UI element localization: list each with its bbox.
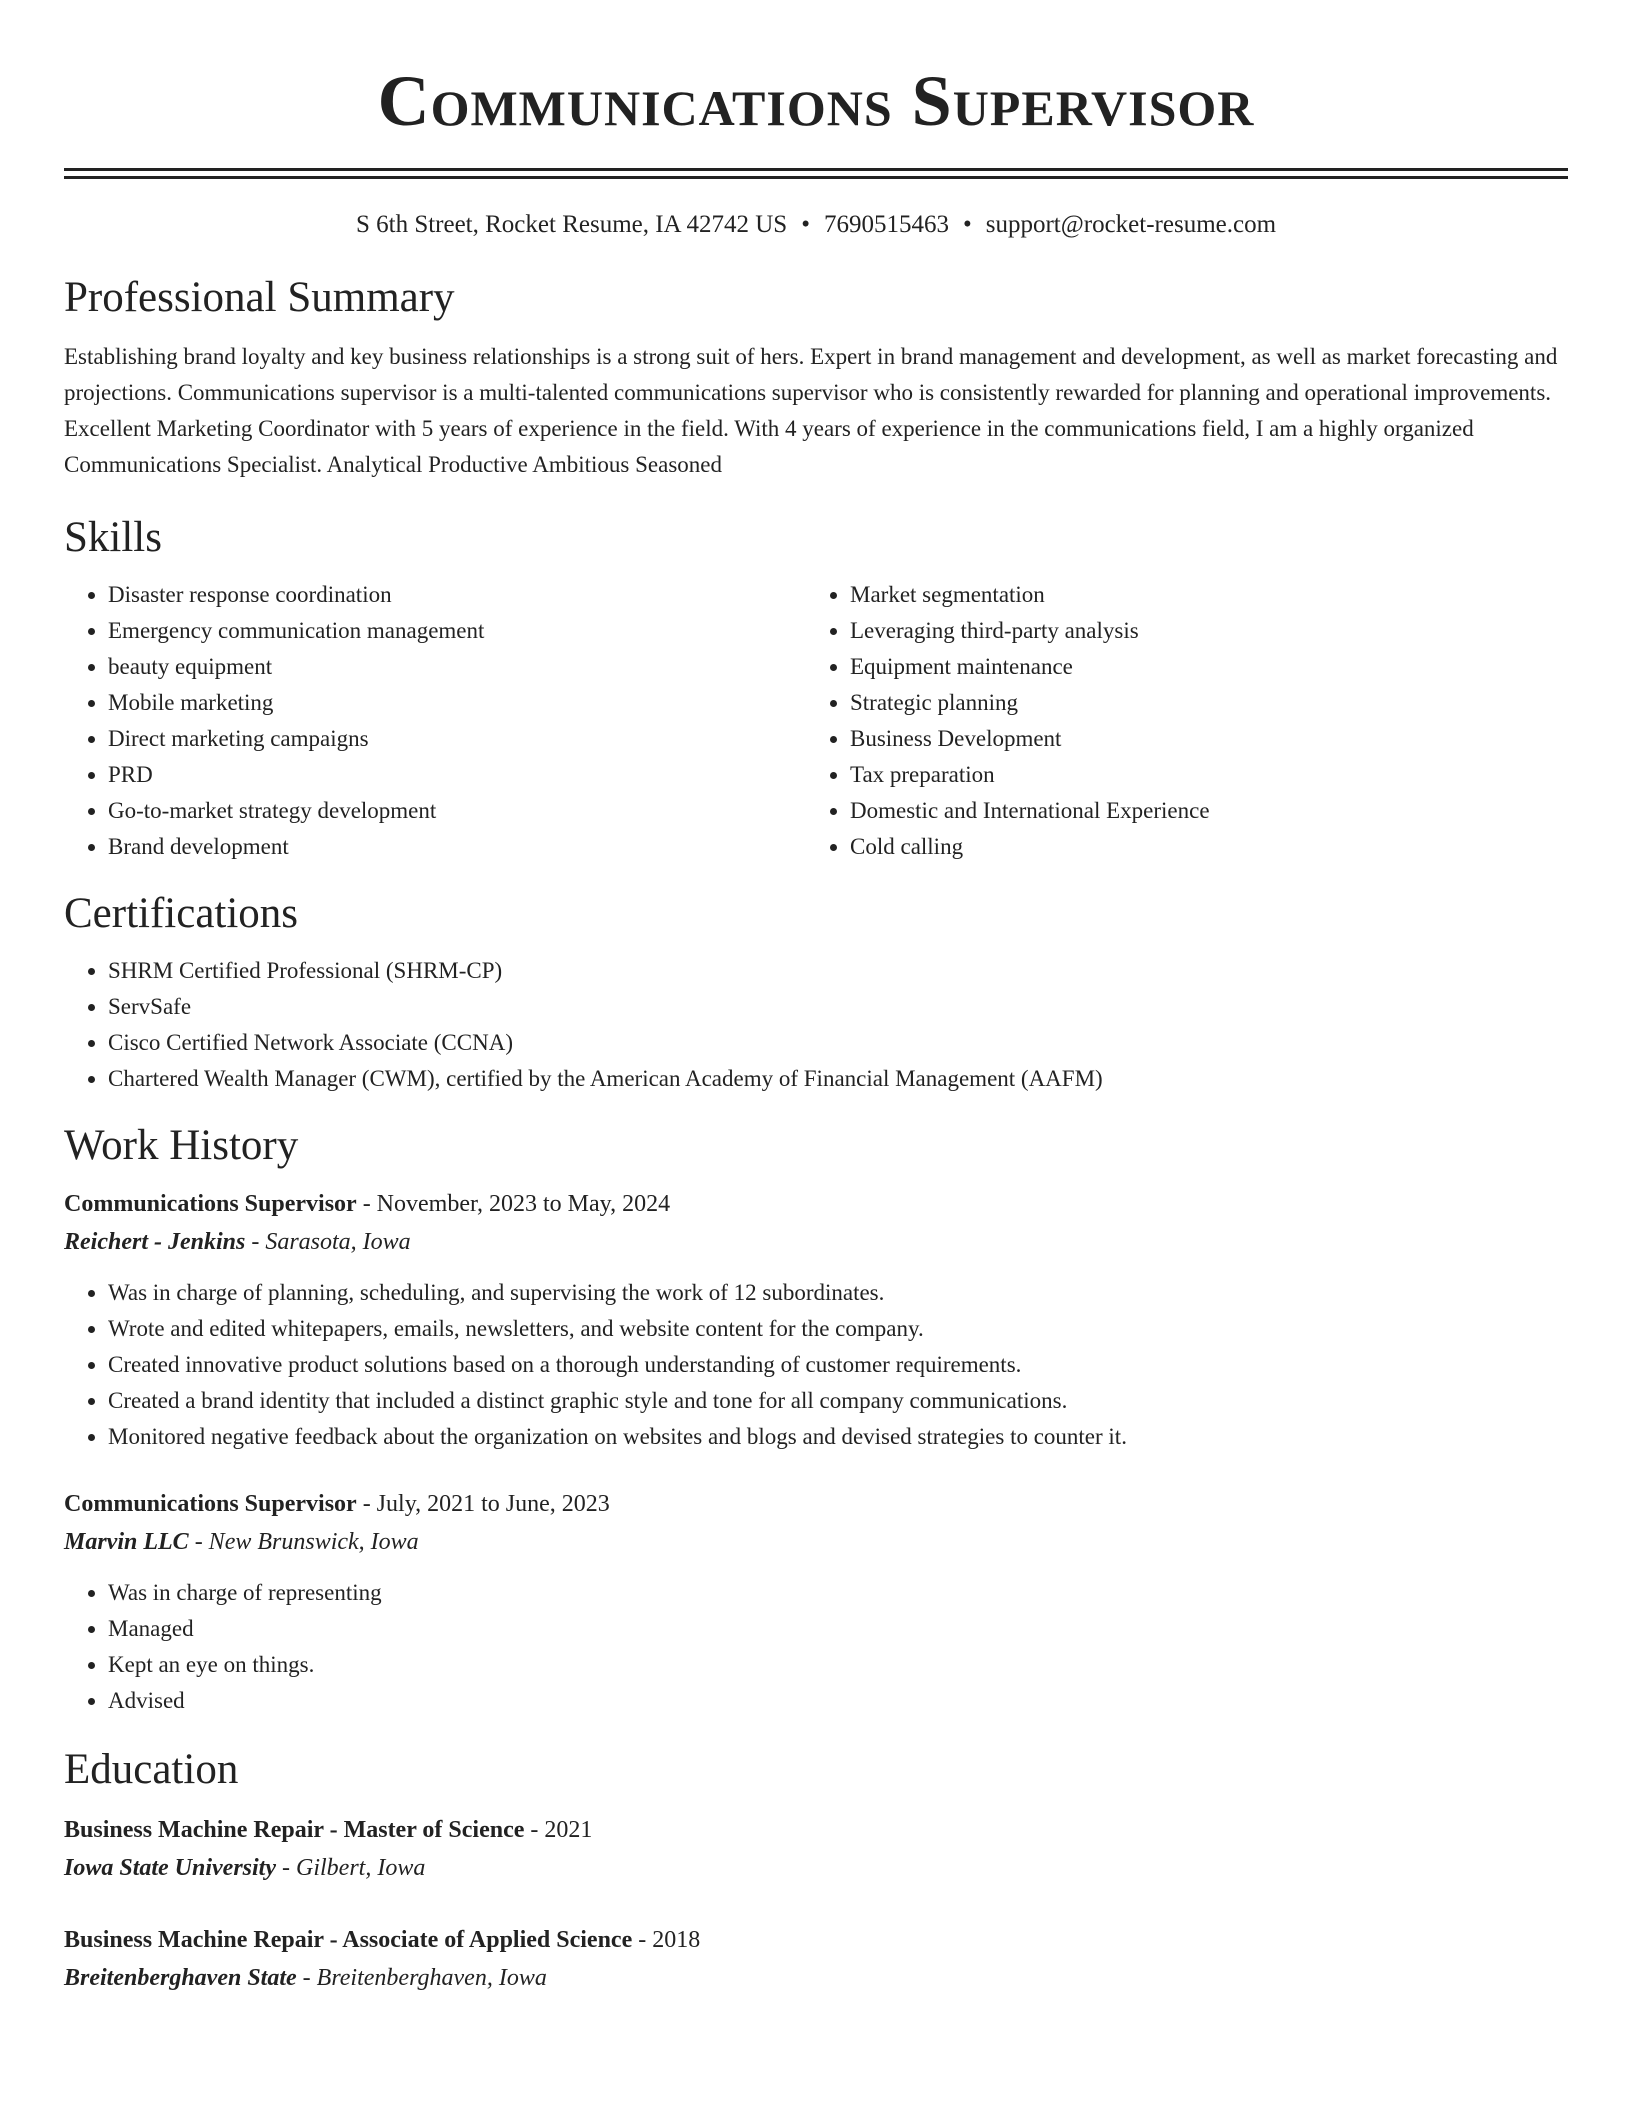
education-school-line (64, 1959, 1568, 1997)
skills-heading: Skills (64, 514, 162, 561)
skill-item: • Cold calling (850, 829, 1548, 865)
skill-item: • Leveraging third-party analysis (850, 613, 1548, 649)
job-bullets (64, 1575, 1568, 1719)
contact-separator: • (962, 211, 972, 238)
contact-address: S 6th Street, Rocket Resume, IA 42742 US (355, 211, 788, 238)
skill-item: • Equipment maintenance (850, 649, 1548, 685)
job-bullet: • Wrote and edited whitepapers, emails, newsletters, and website content for the company. (108, 1311, 1568, 1347)
certification-item: • Cisco Certified Network Associate (CCNA) (108, 1025, 1568, 1061)
education-degree-line (64, 1921, 1568, 1959)
education-year: - 2018 (632, 1927, 701, 1953)
contact-email: support@rocket-resume.com (985, 211, 1277, 238)
job-entry (64, 1485, 1568, 1719)
job-bullet: • Kept an eye on things. (108, 1647, 1568, 1683)
education-year: - 2021 (524, 1817, 593, 1843)
job-title-line (64, 1485, 1568, 1523)
education-degree: Business Machine Repair - Master of Science (64, 1817, 525, 1843)
contact-line (64, 209, 1568, 241)
summary-heading: Professional Summary (64, 274, 455, 321)
resume-title: Communications Supervisor (377, 61, 1255, 141)
job-entry (64, 1185, 1568, 1455)
job-title: Communications Supervisor (64, 1491, 357, 1517)
skill-item: • Strategic planning (850, 685, 1548, 721)
job-location: - New Brunswick, Iowa (188, 1529, 419, 1555)
job-company-line (64, 1523, 1568, 1561)
job-title-line (64, 1185, 1568, 1223)
summary-text: Establishing brand loyalty and key business relationships is a strong suit of hers. Expert in brand management and development, as well as market forecasting and projections. Communications supervisor is a multi-talented communications supervisor who is consistently rewarded for planning and operational improvements. Excellent Marketing Coordinator with 5 years of experience in the field. With 4 years of experience in the communications field, I am a highly organized Communications Specialist. Analytical Productive Ambitious Seasoned (64, 344, 1558, 477)
skill-item: • Domestic and International Experience (850, 793, 1548, 829)
work-history-heading: Work History (64, 1122, 299, 1169)
education-school-line (64, 1849, 1568, 1887)
job-company: Marvin LLC (64, 1529, 189, 1555)
education-heading: Education (64, 1746, 239, 1793)
certification-item: • SHRM Certified Professional (SHRM-CP) (108, 953, 1568, 989)
education-location: - Gilbert, Iowa (276, 1855, 426, 1881)
job-company-line (64, 1223, 1568, 1261)
education-school: Breitenberghaven State (64, 1965, 297, 1991)
skills-list-left (64, 577, 806, 865)
skill-item: • Business Development (850, 721, 1548, 757)
contact-separator: • (801, 211, 810, 238)
job-company: Reichert - Jenkins (64, 1229, 246, 1255)
job-dates: - July, 2021 to June, 2023 (356, 1491, 610, 1517)
skills-columns (64, 577, 1568, 865)
skill-item: • Market segmentation (850, 577, 1548, 613)
job-dates: - November, 2023 to May, 2024 (356, 1191, 671, 1217)
job-bullet: • Advised (108, 1683, 1568, 1719)
education-school: Iowa State University (64, 1855, 277, 1881)
skill-item: • Go-to-market strategy development (108, 793, 806, 829)
skill-item: • beauty equipment (108, 649, 806, 685)
contact-phone: 7690515463 (823, 211, 949, 238)
education-location: - Breitenberghaven, Iowa (296, 1965, 547, 1991)
skill-item: • PRD (108, 757, 806, 793)
skill-item: • Disaster response coordination (108, 577, 806, 613)
certification-item: • ServSafe (108, 989, 1568, 1025)
skills-list-right (806, 577, 1548, 865)
job-bullet: • Created a brand identity that included a distinct graphic style and tone for all company communications. (108, 1383, 1568, 1419)
job-bullet: • Was in charge of planning, scheduling, and supervising the work of 12 subordinates. (108, 1275, 1568, 1311)
education-entry (64, 1811, 1568, 1887)
job-bullet: • Monitored negative feedback about the organization on websites and blogs and devised strategies to counter it. (108, 1419, 1568, 1455)
certification-item: • Chartered Wealth Manager (CWM), certified by the American Academy of Financial Management (AAFM) (108, 1061, 1568, 1097)
job-title: Communications Supervisor (64, 1191, 357, 1217)
skill-item: • Direct marketing campaigns (108, 721, 806, 757)
skill-item: • Tax preparation (850, 757, 1548, 793)
job-location: - Sarasota, Iowa (245, 1229, 411, 1255)
skill-item: • Mobile marketing (108, 685, 806, 721)
job-bullet: • Was in charge of representing (108, 1575, 1568, 1611)
title-divider (64, 168, 1568, 179)
education-entry (64, 1921, 1568, 1997)
education-degree-line (64, 1811, 1568, 1849)
certifications-list (64, 953, 1568, 1097)
skill-item: • Brand development (108, 829, 806, 865)
job-bullets (64, 1275, 1568, 1455)
certifications-heading: Certifications (64, 890, 299, 937)
skill-item: • Emergency communication management (108, 613, 806, 649)
education-degree: Business Machine Repair - Associate of Applied Science (64, 1927, 633, 1953)
job-bullet: • Managed (108, 1611, 1568, 1647)
job-bullet: • Created innovative product solutions based on a thorough understanding of customer requirements. (108, 1347, 1568, 1383)
